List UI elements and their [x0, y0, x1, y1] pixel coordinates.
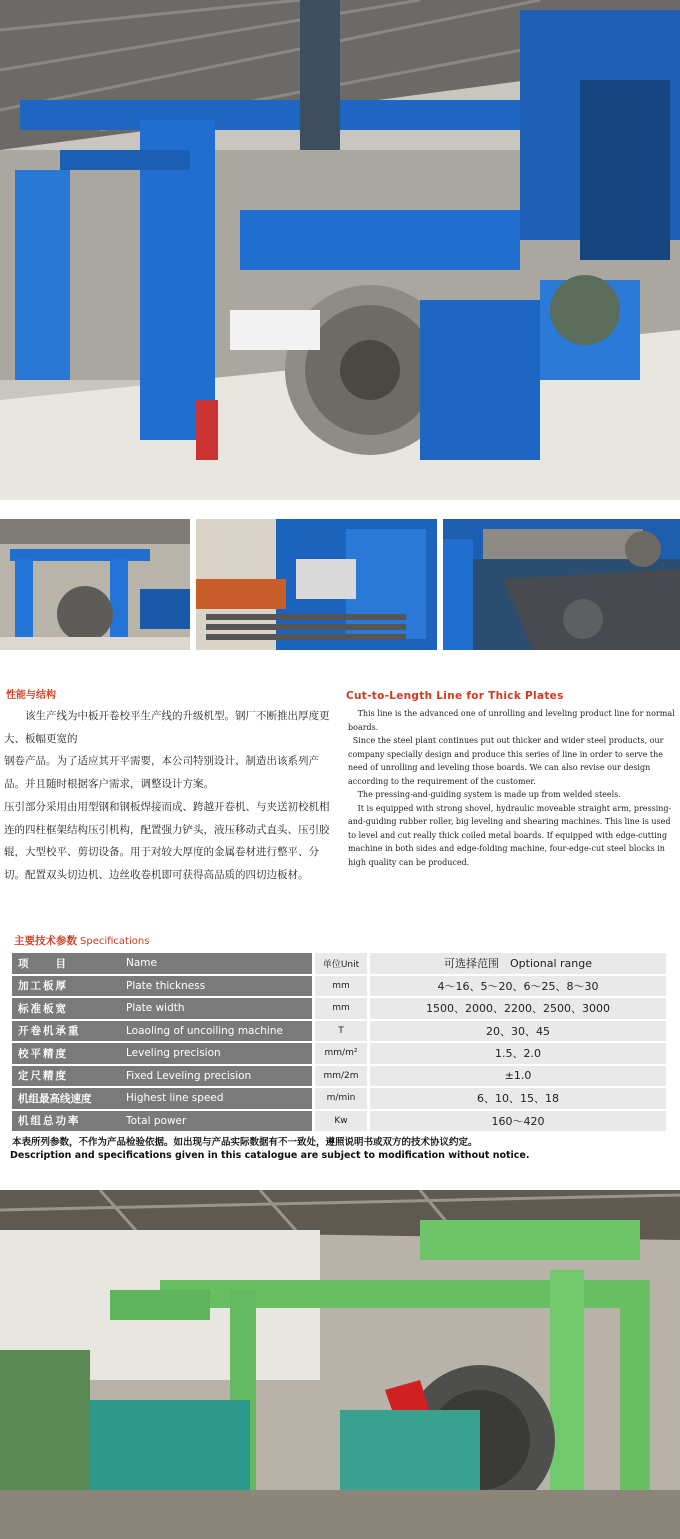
table-header-row — [12, 953, 666, 974]
hero-machine-photo — [0, 0, 680, 500]
header-unit: 单位Unit — [315, 953, 370, 974]
thumbnail-photo-rollers — [443, 519, 680, 650]
spec-unit: T — [315, 1021, 370, 1042]
description-en — [348, 707, 678, 869]
table-row — [12, 1066, 666, 1087]
spec-name-cn: 开卷机承重 — [12, 1021, 120, 1042]
spec-value: ±1.0 — [370, 1066, 666, 1087]
thumbnail-photo-frame — [0, 519, 190, 650]
spec-unit: m/min — [315, 1088, 370, 1109]
specifications-heading — [14, 933, 149, 948]
spec-unit: mm — [315, 976, 370, 997]
table-row — [12, 998, 666, 1019]
table-row — [12, 976, 666, 997]
table-row — [12, 1111, 666, 1132]
spec-name-cn: 校平精度 — [12, 1043, 120, 1064]
section-heading-en: Cut-to-Length Line for Thick Plates — [346, 690, 564, 702]
spec-name-cn: 加工板厚 — [12, 976, 120, 997]
spec-unit: mm/m² — [315, 1043, 370, 1064]
spec-name-en: Fixed Leveling precision — [120, 1066, 315, 1087]
header-item-cn: 项 目 — [12, 953, 120, 974]
spec-value: 1.5、2.0 — [370, 1043, 666, 1064]
spec-value: 4～16、5～20、6～25、8～30 — [370, 976, 666, 997]
thumbnail-photo-leveler — [196, 519, 437, 650]
description-cn — [4, 705, 332, 887]
spec-name-en: Plate width — [120, 998, 315, 1019]
paragraph-en: It is equipped with strong shovel, hydraulic moveable straight arm, pressing-and-guiding rubber roller, big leveling and shearing machines. This line is used to level and cut really thick coiled metal boards. If equipped with edge-cutting machine in both sides and edge-folding machine, four-edge-cut steel blocks in high quality can be produced. — [348, 803, 672, 867]
header-item-en: Name — [120, 953, 315, 974]
disclaimer-cn: 本表所列参数，不作为产品检验依据。如出现与产品实际数据有不一致处，遵照说明书或双方的技术协议约定。 — [12, 1137, 478, 1148]
spec-name-cn: 定尺精度 — [12, 1066, 120, 1087]
disclaimer-en: Description and specifications given in this catalogue are subject to modification without notice. — [10, 1150, 530, 1161]
specifications-heading-cn: 主要技术参数 — [14, 935, 77, 947]
spec-unit: Kw — [315, 1111, 370, 1132]
spec-name-en: Plate thickness — [120, 976, 315, 997]
spec-name-cn: 机组总功率 — [12, 1111, 120, 1132]
table-row — [12, 1088, 666, 1109]
paragraph-en: The pressing-and-guiding system is made up from welded steels. — [357, 790, 621, 799]
table-row — [12, 1043, 666, 1064]
spec-unit: mm — [315, 998, 370, 1019]
table-row — [12, 1021, 666, 1042]
specifications-heading-en: Specifications — [80, 936, 150, 947]
bottom-machine-photo — [0, 1190, 680, 1539]
spec-value: 6、10、15、18 — [370, 1088, 666, 1109]
paragraph-cn: 钢卷产品。为了适应其开平需要，本公司特别设计、制造出该系列产品。并且随时根据客户需求，调整设计方案。 — [4, 755, 319, 791]
spec-name-en: Highest line speed — [120, 1088, 315, 1109]
spec-unit: mm/2m — [315, 1066, 370, 1087]
spec-name-cn: 机组最高线速度 — [12, 1088, 120, 1109]
header-range: 可选择范围 Optional range — [370, 953, 666, 974]
paragraph-cn: 压引部分采用由用型钢和钢板焊接而成、跨越开卷机、与夹送初校机相连的四柱框架结构压引机构，配置强力铲头，液压移动式直头、压引胶辊，大型校平、剪切设备。用于对较大厚度的金属卷材进行整平、分切。配置双头切边机、边丝收卷机即可获得高品质的四切边板材。 — [4, 800, 330, 881]
paragraph-en: Since the steel plant continues put out thicker and wider steel products, our company specially design and produce this series of line in order to serve the need of unrolling and leveling those boards. We can also revise our design according to the requirement of the customer. — [348, 736, 664, 786]
spec-value: 160～420 — [370, 1111, 666, 1132]
spec-value: 1500、2000、2200、2500、3000 — [370, 998, 666, 1019]
spec-name-en: Loaoling of uncoiling machine — [120, 1021, 315, 1042]
specifications-table — [12, 951, 666, 1133]
spec-name-cn: 标准板宽 — [12, 998, 120, 1019]
paragraph-en: This line is the advanced one of unrolling and leveling product line for normal boards. — [348, 709, 675, 732]
spec-name-en: Leveling precision — [120, 1043, 315, 1064]
spec-value: 20、30、45 — [370, 1021, 666, 1042]
paragraph-cn: 该生产线为中板开卷校平生产线的升级机型。钢厂不断推出厚度更大、板幅更宽的 — [4, 710, 330, 745]
section-heading-cn: 性能与结构 — [6, 690, 56, 701]
spec-name-en: Total power — [120, 1111, 315, 1132]
